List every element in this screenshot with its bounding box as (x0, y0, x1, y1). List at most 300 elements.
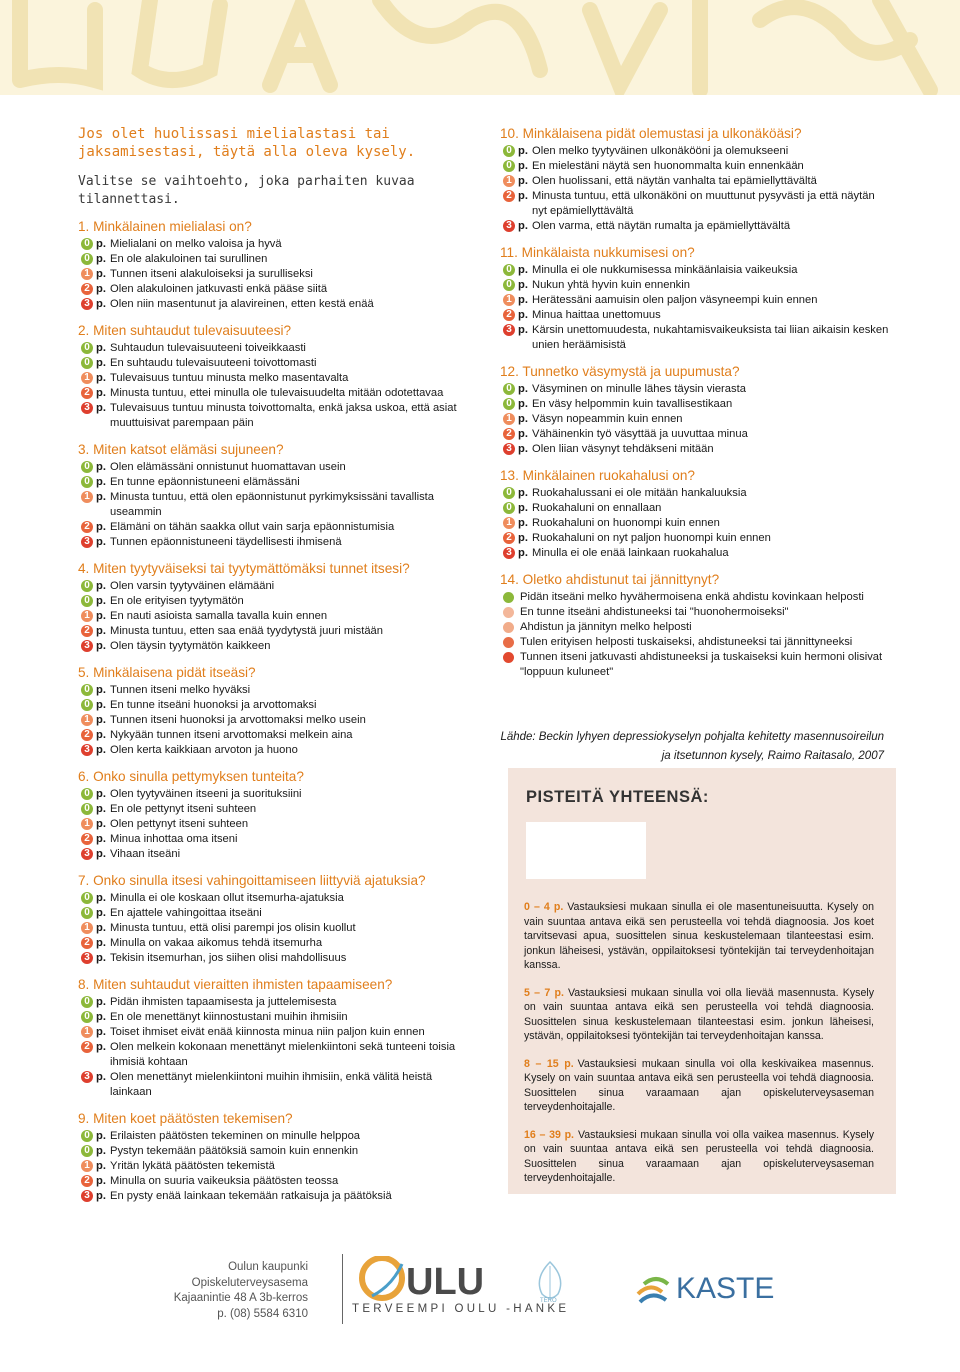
q14-option[interactable] (500, 635, 890, 650)
points-suffix: p. (96, 283, 106, 295)
footer-address (110, 1260, 308, 1322)
score-badge: 2 (81, 1175, 93, 1187)
range-text: Vastauksiesi mukaan sinulla voi olla vaikea masennus. Kysely on vain suuntaa antava eikä sen perusteella voi tehdä diagnoosia. Suosittelen sinua varaamaan ajan opiskeluterveysaseman terveydenhoitajalle. (524, 1128, 875, 1184)
question-title: 6. Onko sinulla pettymyksen tunteita? (78, 769, 304, 784)
score-badge: 3 (81, 744, 93, 756)
score-badge: 3 (503, 324, 515, 336)
score-range (524, 986, 874, 1044)
answer-option[interactable] (500, 308, 890, 323)
answer-text: Olen pettynyt itseni suhteen (110, 818, 249, 830)
score-badge: 2 (81, 833, 93, 845)
points-suffix: p. (96, 818, 106, 830)
points-suffix: p. (96, 1160, 106, 1172)
answer-text: Minulla ei ole koskaan ollut itsemurha-ajatuksia (110, 892, 344, 904)
range-label: 16 – 39 p. (524, 1128, 574, 1141)
answer-option[interactable] (78, 371, 470, 386)
points-suffix: p. (96, 298, 106, 310)
option-text: Pidän itseäni melko hyvähermoisena enkä ahdistu kovinkaan helposti (520, 591, 864, 603)
answer-option[interactable] (78, 386, 470, 401)
points-suffix: p. (96, 922, 106, 934)
answer-text: Vähäinenkin työ väsyttää ja uuvuttaa minua (532, 428, 748, 440)
question-block (78, 768, 470, 862)
score-badge: 1 (81, 491, 93, 503)
range-text: Vastauksiesi mukaan sinulla voi olla keskivaikea masennus. Kysely on vain suuntaa antava eikä sen perusteella voi tehdä diagnoosia. Suosittelen sinua varaamaan ajan opiskeluterveysaseman terveydenhoitajalle. (524, 1057, 874, 1113)
range-label: 8 – 15 p. (524, 1057, 574, 1070)
score-badge: 0 (81, 1130, 93, 1142)
score-badge: 3 (81, 848, 93, 860)
answer-option[interactable] (78, 460, 470, 475)
answer-text: Suhtaudun tulevaisuuteeni toiveikkaasti (110, 342, 306, 354)
points-suffix: p. (96, 848, 106, 860)
answer-option[interactable] (78, 1174, 470, 1189)
points-suffix: p. (518, 428, 528, 440)
oulu-logo (352, 1256, 622, 1309)
question-block (78, 1110, 470, 1204)
points-suffix: p. (96, 238, 106, 250)
color-dot-icon (503, 622, 514, 633)
score-badge: 2 (503, 428, 515, 440)
answer-text: Minusta tuntuu, etten saa enää tyydytystä juuri mistään (110, 625, 384, 637)
questions-left (78, 218, 470, 1204)
answer-text: Vihaan itseäni (110, 848, 181, 860)
answer-option[interactable] (78, 252, 470, 267)
answer-text: Olen kerta kaikkiaan arvoton ja huono (110, 744, 298, 756)
answer-text: Nukun yhtä hyvin kuin ennenkin (532, 279, 690, 291)
answer-option[interactable] (78, 282, 470, 297)
answer-text: Minulla on suuria vaikeuksia päätösten teossa (110, 1175, 339, 1187)
answer-option[interactable] (78, 787, 470, 802)
q14-option[interactable] (500, 590, 890, 605)
answer-text: Olen varsin tyytyväinen elämääni (110, 580, 275, 592)
score-badge: 1 (81, 610, 93, 622)
score-badge: 1 (503, 175, 515, 187)
answer-text: Ruokahalussani ei ole mitään hankaluuksia (532, 487, 747, 499)
question-block (78, 664, 470, 758)
answer-option[interactable] (500, 278, 890, 293)
answer-text: En väsy helpommin kuin tavallisestikaan (532, 398, 733, 410)
score-badge: 0 (81, 684, 93, 696)
kaste-logo (632, 1260, 812, 1313)
q14-option[interactable] (500, 605, 890, 620)
score-badge: 3 (503, 443, 515, 455)
answer-option[interactable] (78, 579, 470, 594)
answer-text: Herätessäni aamuisin olen paljon väsyneempi kuin ennen (532, 294, 818, 306)
score-badge: 0 (81, 907, 93, 919)
score-badge: 0 (81, 342, 93, 354)
answer-option[interactable] (78, 1040, 470, 1070)
answer-option[interactable] (78, 1189, 470, 1204)
answer-option[interactable] (78, 847, 470, 862)
question-block (78, 560, 470, 654)
score-range (524, 1128, 874, 1186)
answer-text: Ruokahaluni on ennallaan (532, 502, 662, 514)
question-block (78, 441, 470, 550)
score-badge: 0 (503, 145, 515, 157)
score-badge: 0 (81, 788, 93, 800)
score-badge: 1 (503, 413, 515, 425)
intro-heading: Jos olet huolissasi mielialastasi tai jaksamisestasi, täytä alla oleva kysely. (78, 126, 416, 160)
score-badge: 3 (81, 536, 93, 548)
answer-text: Tulevaisuus tuntuu minusta toivottomalta, enkä jaksa uskoa, että asiat muuttuisivat parempaan päin (110, 402, 457, 429)
score-badge: 3 (81, 1071, 93, 1083)
answer-option[interactable] (78, 1159, 470, 1174)
score-badge: 0 (503, 264, 515, 276)
range-label: 5 – 7 p. (524, 986, 564, 999)
points-suffix: p. (96, 1130, 106, 1142)
points-suffix: p. (518, 145, 528, 157)
answer-option[interactable] (500, 546, 890, 561)
option-text: Tunnen itseni jatkuvasti ahdistuneeksi ja tuskaiseksi kuin hermoni olisivat "loppuun kuluneet" (520, 651, 883, 678)
answer-text: En ole alakuloinen tai surullinen (110, 253, 268, 265)
points-suffix: p. (96, 387, 106, 399)
score-badge: 0 (81, 892, 93, 904)
answer-option[interactable] (500, 144, 890, 159)
points-suffix: p. (96, 699, 106, 711)
points-suffix: p. (96, 907, 106, 919)
answer-text: Olen huolissani, että näytän vanhalta tai epämiellyttävältä (532, 175, 817, 187)
answer-option[interactable] (78, 624, 470, 639)
score-badge: 2 (503, 190, 515, 202)
answer-option[interactable] (78, 1010, 470, 1025)
answer-text: Minusta tuntuu, että olen epäonnistunut pyrkimyksissäni tavallista useammin (110, 491, 434, 518)
answer-text: Olen menettänyt mielenkiintoni muihin ihmisiin, enkä välitä heistä lainkaan (110, 1071, 433, 1098)
answer-text: Pidän ihmisten tapaamisesta ja juttelemisesta (110, 996, 337, 1008)
answer-option[interactable] (500, 516, 890, 531)
answer-option[interactable] (500, 174, 890, 189)
color-dot-icon (503, 637, 514, 648)
points-suffix: p. (96, 788, 106, 800)
score-badge: 2 (81, 521, 93, 533)
points-suffix: p. (518, 502, 528, 514)
color-dot-icon (503, 607, 514, 618)
score-panel (508, 768, 896, 1194)
points-suffix: p. (96, 1026, 106, 1038)
answer-text: Olen alakuloinen jatkuvasti enkä pääse siitä (110, 283, 328, 295)
question-title: 12. Tunnetko väsymystä ja uupumusta? (500, 364, 740, 379)
points-suffix: p. (96, 253, 106, 265)
score-badge: 3 (81, 952, 93, 964)
answer-text: Minusta tuntuu, että olisi parempi jos olisin kuollut (110, 922, 356, 934)
answer-option[interactable] (78, 728, 470, 743)
points-suffix: p. (96, 1071, 106, 1083)
answer-option[interactable] (78, 267, 470, 282)
answer-text: Minulla ei ole nukkumisessa minkäänlaisia vaikeuksia (532, 264, 798, 276)
q14-options (500, 590, 890, 680)
answer-text: Minusta tuntuu, ettei minulla ole tulevaisuudelta mitään odotettavaa (110, 387, 444, 399)
intro-instruction: Valitse se vaihtoehto, joka parhaiten kuvaa tilannettasi. (78, 174, 415, 207)
answer-option[interactable] (78, 1025, 470, 1040)
score-badge: 0 (81, 1145, 93, 1157)
answer-option[interactable] (78, 475, 470, 490)
answer-text: Minua inhottaa oma itseni (110, 833, 238, 845)
score-badge: 0 (81, 996, 93, 1008)
score-range (524, 900, 874, 973)
answer-option[interactable] (78, 698, 470, 713)
color-dot-icon (503, 652, 514, 663)
points-suffix: p. (96, 625, 106, 637)
question-title: 2. Miten suhtaudut tulevaisuuteesi? (78, 323, 292, 338)
score-badge: 2 (81, 729, 93, 741)
score-badge: 3 (503, 547, 515, 559)
score-badge: 0 (503, 502, 515, 514)
answer-text: Kärsin unettomuudesta, nukahtamisvaikeuksista tai liian aikaisin kesken unien heräämisistä (532, 324, 889, 351)
answer-text: Tulevaisuus tuntuu minusta melko masentavalta (110, 372, 349, 384)
points-suffix: p. (96, 342, 106, 354)
question-title: 1. Minkälainen mielialasi on? (78, 219, 252, 234)
answer-option[interactable] (500, 427, 890, 442)
answer-text: Olen niin masentunut ja alavireinen, etten kestä enää (110, 298, 374, 310)
points-suffix: p. (518, 398, 528, 410)
points-suffix: p. (96, 803, 106, 815)
points-suffix: p. (96, 357, 106, 369)
answer-option[interactable] (78, 237, 470, 252)
score-badge: 1 (81, 818, 93, 830)
answer-option[interactable] (78, 906, 470, 921)
points-suffix: p. (96, 892, 106, 904)
answer-option[interactable] (500, 293, 890, 308)
answer-option[interactable] (78, 341, 470, 356)
question-block (78, 872, 470, 966)
answer-option[interactable] (78, 951, 470, 966)
answer-text: En ole pettynyt itseni suhteen (110, 803, 257, 815)
question-title: 8. Miten suhtaudut vieraitten ihmisten tapaamiseen? (78, 977, 393, 992)
answer-text: Olen elämässäni onnistunut huomattavan usein (110, 461, 346, 473)
answer-option[interactable] (500, 323, 890, 353)
answer-option[interactable] (500, 442, 890, 457)
score-badge: 2 (81, 283, 93, 295)
q14-option[interactable] (500, 650, 890, 680)
answer-option[interactable] (78, 639, 470, 654)
answer-text: Tunnen itseni alakuloiseksi ja surulliseksi (110, 268, 313, 280)
answer-text: En ole menettänyt kiinnostustani muihin ihmisiin (110, 1011, 348, 1023)
points-suffix: p. (518, 383, 528, 395)
points-suffix: p. (96, 476, 106, 488)
answer-text: En ajattele vahingoittaa itseäni (110, 907, 262, 919)
points-suffix: p. (96, 996, 106, 1008)
question-title: 10. Minkälaisena pidät olemustasi ja ulkonäköäsi? (500, 126, 802, 141)
answer-option[interactable] (78, 356, 470, 371)
kaste-wordmark: KASTE (676, 1272, 775, 1305)
score-badge: 3 (81, 640, 93, 652)
points-suffix: p. (518, 443, 528, 455)
answer-option[interactable] (78, 535, 470, 550)
question-block (78, 218, 470, 312)
answer-text: Tekisin itsemurhan, jos siihen olisi mahdollisuus (110, 952, 347, 964)
points-suffix: p. (96, 1190, 106, 1202)
source-citation: Lähde: Beckin lyhyen depressiokyselyn pohjalta kehitetty masennusoireilun ja itsetunnon kysely, Raimo Raitasalo, 2007 (500, 731, 884, 762)
question-block (500, 363, 890, 457)
points-suffix: p. (96, 372, 106, 384)
points-suffix: p. (518, 175, 528, 187)
points-suffix: p. (96, 952, 106, 964)
hanke-label: TERVEEMPI OULU -HANKE (352, 1303, 570, 1315)
answer-text: Väsyn nopeammin kuin ennen (532, 413, 683, 425)
answer-option[interactable] (78, 1070, 470, 1100)
answer-text: Yritän lykätä päätösten tekemistä (110, 1160, 275, 1172)
answer-text: Tunnen itseni melko hyväksi (110, 684, 251, 696)
answer-text: En suhtaudu tulevaisuuteeni toivottomasti (110, 357, 317, 369)
answer-option[interactable] (78, 891, 470, 906)
score-badge: 0 (81, 238, 93, 250)
score-badge: 0 (81, 595, 93, 607)
points-suffix: p. (96, 729, 106, 741)
question-block (78, 976, 470, 1100)
option-text: Ahdistun ja jännityn melko helposti (520, 621, 692, 633)
answer-option[interactable] (78, 1129, 470, 1144)
points-suffix: p. (96, 1041, 106, 1053)
score-badge: 0 (81, 253, 93, 265)
answer-text: Ruokahaluni on huonompi kuin ennen (532, 517, 720, 529)
tero-label: TERO (540, 1298, 557, 1304)
points-suffix: p. (96, 461, 106, 473)
option-text: En tunne itseäni ahdistuneeksi tai "huonohermoiseksi" (520, 606, 789, 618)
score-input-box[interactable] (526, 822, 646, 879)
answer-text: Tunnen epäonnistuneeni täydellisesti ihmisenä (110, 536, 342, 548)
question-title: 3. Miten katsot elämäsi sujuneen? (78, 442, 284, 457)
score-badge: 2 (81, 387, 93, 399)
answer-option[interactable] (78, 817, 470, 832)
answer-text: Olen täysin tyytymätön kaikkeen (110, 640, 271, 652)
answer-option[interactable] (500, 382, 890, 397)
question-14 (500, 571, 890, 680)
answer-text: En pysty enää lainkaan tekemään ratkaisuja ja päätöksiä (110, 1190, 392, 1202)
answer-text: Olen varma, että näytän rumalta ja epämiellyttävältä (532, 220, 791, 232)
score-title: PISTEITÄ YHTEENSÄ: (526, 788, 709, 806)
answer-option[interactable] (78, 995, 470, 1010)
score-badge: 3 (81, 402, 93, 414)
question-title: 9. Miten koet päätösten tekemisen? (78, 1111, 293, 1126)
question-block (500, 125, 890, 234)
points-suffix: p. (96, 402, 106, 414)
address-line: p. (08) 5584 6310 (217, 1307, 308, 1320)
answer-option[interactable] (500, 159, 890, 174)
question-title: 4. Miten tyytyväiseksi tai tyytymättömäksi tunnet itsesi? (78, 561, 410, 576)
score-badge: 0 (81, 1011, 93, 1023)
score-badge: 2 (81, 1041, 93, 1053)
score-badge: 2 (81, 625, 93, 637)
question-title: 11. Minkälaista nukkumisesi on? (500, 245, 695, 260)
question-block (500, 467, 890, 561)
points-suffix: p. (518, 220, 528, 232)
score-badge: 1 (81, 922, 93, 934)
answer-option[interactable] (500, 412, 890, 427)
answer-text: Minulla on vakaa aikomus tehdä itsemurha (110, 937, 323, 949)
question-title: 5. Minkälaisena pidät itseäsi? (78, 665, 256, 680)
points-suffix: p. (518, 160, 528, 172)
address-line: Opiskeluterveysasema (191, 1276, 308, 1289)
points-suffix: p. (518, 532, 528, 544)
answer-option[interactable] (78, 936, 470, 951)
answer-option[interactable] (78, 921, 470, 936)
points-suffix: p. (96, 744, 106, 756)
points-suffix: p. (518, 294, 528, 306)
score-badge: 2 (503, 309, 515, 321)
answer-option[interactable] (500, 531, 890, 546)
points-suffix: p. (96, 491, 106, 503)
score-badge: 1 (503, 517, 515, 529)
points-suffix: p. (518, 547, 528, 559)
score-badge: 1 (81, 268, 93, 280)
answer-option[interactable] (500, 397, 890, 412)
range-text: Vastauksiesi mukaan sinulla voi olla lievää masennusta. Kysely on vain suuntaa antava eikä sen perusteella voi tehdä diagnoosia. Suosittelen sinua keskustelemaan tilanteestasi esim. jonkun läheisesi, ystävän, oppilaitoksesi työntekijän tai terveydenhoitajan kanssa. (524, 986, 875, 1042)
points-suffix: p. (518, 487, 528, 499)
points-suffix: p. (96, 610, 106, 622)
answer-text: En tunne itseäni huonoksi ja arvottomaksi (110, 699, 317, 711)
answer-text: En mielestäni näytä sen huonommalta kuin ennenkään (532, 160, 804, 172)
question-title: 14. Oletko ahdistunut tai jännittynyt? (500, 572, 720, 587)
answer-option[interactable] (78, 743, 470, 758)
score-badge: 0 (503, 487, 515, 499)
answer-text: Minusta tuntuu, että ulkonäköni on muuttunut pysyvästi ja että näytän nyt epämiellyttävältä (532, 190, 875, 217)
answer-option[interactable] (500, 501, 890, 516)
points-suffix: p. (96, 595, 106, 607)
score-badge: 1 (81, 1160, 93, 1172)
answer-option[interactable] (78, 802, 470, 817)
answer-text: Minua haittaa unettomuus (532, 309, 661, 321)
answer-option[interactable] (78, 832, 470, 847)
points-suffix: p. (96, 536, 106, 548)
points-suffix: p. (96, 1175, 106, 1187)
right-column (500, 125, 890, 766)
answer-option[interactable] (78, 1144, 470, 1159)
answer-text: Nykyään tunnen itseni arvottomaksi melkein aina (110, 729, 353, 741)
points-suffix: p. (518, 309, 528, 321)
answer-text: Mielialani on melko valoisa ja hyvä (110, 238, 282, 250)
score-badge: 0 (503, 160, 515, 172)
points-suffix: p. (96, 521, 106, 533)
answer-option[interactable] (78, 401, 470, 431)
q14-option[interactable] (500, 620, 890, 635)
answer-text: Minulla ei ole enää lainkaan ruokahalua (532, 547, 729, 559)
answer-option[interactable] (500, 219, 890, 234)
svg-text:ULU: ULU (406, 1261, 485, 1303)
answer-option[interactable] (78, 683, 470, 698)
range-text: Vastauksiesi mukaan sinulla ei ole masentuneisuutta. Kysely on vain suuntaa antava eikä sen perusteella voi tehdä diagnoosia. Jos koet tarvitsevasi apua, suosittelen sinua keskustelemaan tilanteestasi esim. jonkun läheisesi, ystävän, oppilaitoksesi työntekijän tai terveydenhoitajan kanssa. (524, 901, 875, 971)
answer-option[interactable] (78, 297, 470, 312)
points-suffix: p. (518, 413, 528, 425)
score-badge: 0 (81, 476, 93, 488)
answer-option[interactable] (500, 486, 890, 501)
answer-text: En ole erityisen tyytymätön (110, 595, 244, 607)
answer-option[interactable] (78, 609, 470, 624)
answer-option[interactable] (500, 263, 890, 278)
answer-option[interactable] (78, 594, 470, 609)
points-suffix: p. (96, 580, 106, 592)
answer-option[interactable] (78, 490, 470, 520)
answer-text: Pystyn tekemään päätöksiä samoin kuin ennenkin (110, 1145, 359, 1157)
color-dot-icon (503, 592, 514, 603)
answer-option[interactable] (500, 189, 890, 219)
score-badge: 0 (81, 357, 93, 369)
score-badge: 3 (81, 298, 93, 310)
answer-text: Olen tyytyväinen itseeni ja suorituksiini (110, 788, 302, 800)
answer-option[interactable] (78, 520, 470, 535)
score-badge: 0 (81, 580, 93, 592)
address-line: Oulun kaupunki (228, 1261, 308, 1273)
footer (0, 1250, 960, 1330)
score-badge: 0 (503, 398, 515, 410)
score-badge: 1 (503, 294, 515, 306)
answer-option[interactable] (78, 713, 470, 728)
score-badge: 2 (503, 532, 515, 544)
range-label: 0 – 4 p. (524, 901, 564, 913)
points-suffix: p. (96, 714, 106, 726)
address-line: Kajaanintie 48 A 3b-kerros (173, 1292, 308, 1304)
questions-right (500, 125, 890, 561)
banner-pattern (0, 0, 960, 95)
points-suffix: p. (518, 264, 528, 276)
answer-text: Toiset ihmiset eivät enää kiinnosta minua niin paljon kuin ennen (110, 1026, 425, 1038)
